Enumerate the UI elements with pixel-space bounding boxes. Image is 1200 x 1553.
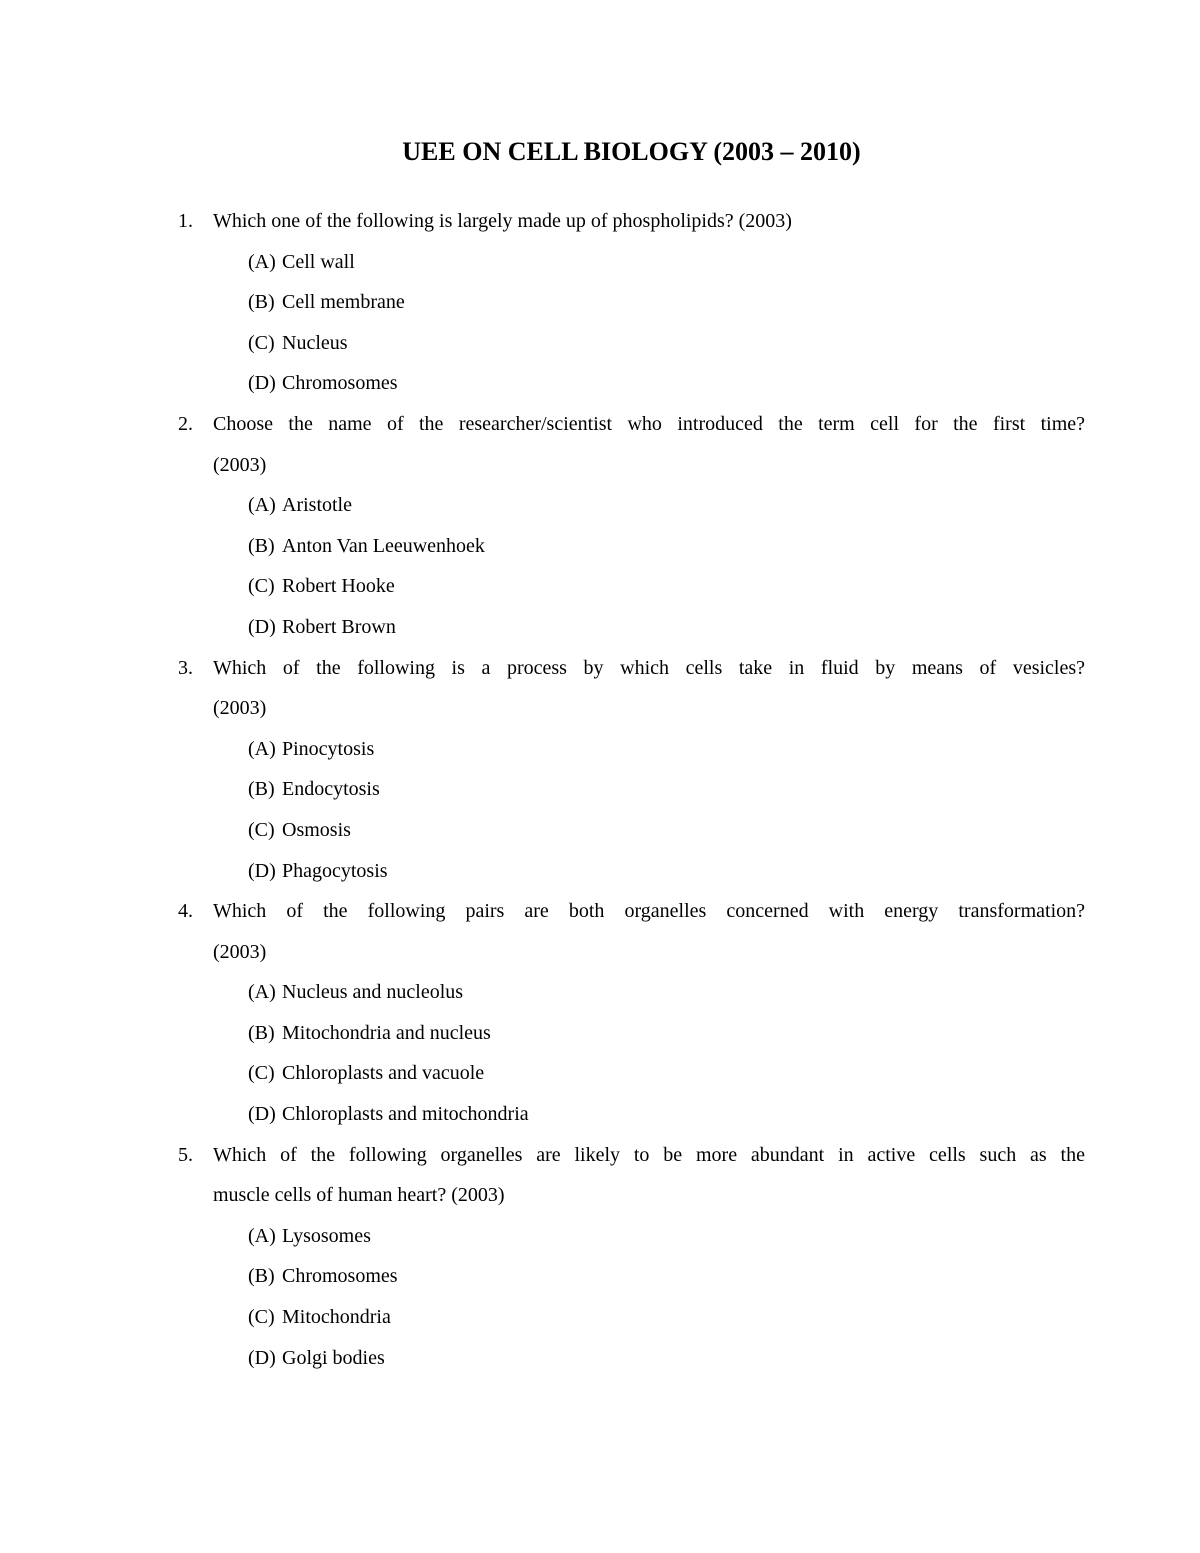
- option-text: Mitochondria and nucleus: [282, 1021, 491, 1044]
- question-text: [213, 201, 1085, 242]
- question-text-line: Choose the name of the researcher/scientist who introduced the term cell for the first time?: [213, 412, 1085, 435]
- option-text: Chromosomes: [282, 1265, 398, 1288]
- question-item: [178, 648, 1085, 892]
- question-body: [213, 891, 1085, 1135]
- option-item: [248, 242, 1085, 283]
- option-label: (C): [248, 575, 275, 598]
- option-item: [248, 1338, 1085, 1379]
- question-number: 2.: [178, 412, 193, 435]
- question-body: [213, 404, 1085, 648]
- question-item: [178, 404, 1085, 648]
- option-text: Aristotle: [282, 494, 352, 517]
- question-item: [178, 1135, 1085, 1379]
- option-label: (C): [248, 818, 275, 841]
- option-label: (D): [248, 1346, 276, 1369]
- question-number: 4.: [178, 900, 193, 923]
- question-text-line: Which one of the following is largely made up of phospholipids? (2003): [213, 210, 792, 232]
- option-label: (A): [248, 981, 276, 1004]
- option-label: (B): [248, 534, 275, 557]
- option-text: Chloroplasts and vacuole: [282, 1062, 485, 1085]
- option-label: (B): [248, 291, 275, 314]
- option-item: [248, 1256, 1085, 1297]
- option-list: [213, 729, 1085, 891]
- question-item: [178, 201, 1085, 404]
- option-text: Golgi bodies: [282, 1346, 385, 1369]
- option-label: (A): [248, 250, 276, 273]
- option-label: (A): [248, 737, 276, 760]
- question-text: [213, 404, 1085, 485]
- option-label: (B): [248, 1021, 275, 1044]
- option-text: Chromosomes: [282, 372, 398, 395]
- option-label: (D): [248, 372, 276, 395]
- option-text: Osmosis: [282, 818, 351, 841]
- question-text-line: Which of the following pairs are both organelles concerned with energy transformation?: [213, 900, 1085, 923]
- question-list: [178, 201, 1085, 1378]
- option-text: Anton Van Leeuwenhoek: [282, 534, 485, 557]
- question-body: [213, 1135, 1085, 1379]
- option-item: [248, 851, 1085, 892]
- option-label: (D): [248, 615, 276, 638]
- option-text: Lysosomes: [282, 1224, 371, 1247]
- option-label: (A): [248, 494, 276, 517]
- option-text: Chloroplasts and mitochondria: [282, 1103, 529, 1126]
- option-text: Phagocytosis: [282, 859, 388, 882]
- option-label: (D): [248, 1103, 276, 1126]
- option-text: Cell wall: [282, 250, 355, 273]
- option-item: [248, 729, 1085, 770]
- option-item: [248, 769, 1085, 810]
- option-item: [248, 526, 1085, 567]
- option-list: [213, 1216, 1085, 1378]
- option-item: [248, 1053, 1085, 1094]
- option-item: [248, 972, 1085, 1013]
- option-item: [248, 282, 1085, 323]
- question-text-line: Which of the following organelles are likely to be more abundant in active cells such as the: [213, 1143, 1085, 1166]
- question-text: [213, 1135, 1085, 1216]
- option-text: Nucleus: [282, 331, 348, 354]
- option-text: Robert Hooke: [282, 575, 395, 598]
- option-list: [213, 972, 1085, 1134]
- option-label: (A): [248, 1224, 276, 1247]
- option-label: (B): [248, 778, 275, 801]
- option-list: [213, 485, 1085, 647]
- option-item: [248, 1297, 1085, 1338]
- option-item: [248, 485, 1085, 526]
- question-text-line: (2003): [213, 940, 267, 963]
- option-text: Robert Brown: [282, 615, 396, 638]
- question-text-line: (2003): [213, 453, 267, 476]
- option-item: [248, 566, 1085, 607]
- question-item: [178, 891, 1085, 1135]
- option-label: (B): [248, 1265, 275, 1288]
- question-text: [213, 891, 1085, 972]
- question-number: 1.: [178, 210, 193, 232]
- option-label: (D): [248, 859, 276, 882]
- option-item: [248, 607, 1085, 648]
- option-item: [248, 1013, 1085, 1054]
- option-text: Nucleus and nucleolus: [282, 981, 464, 1004]
- question-text-line: (2003): [213, 697, 267, 720]
- option-text: Endocytosis: [282, 778, 380, 801]
- option-item: [248, 1094, 1085, 1135]
- question-text-line: Which of the following is a process by which cells take in fluid by means of vesicles?: [213, 656, 1085, 679]
- option-label: (C): [248, 1306, 275, 1329]
- option-item: [248, 1216, 1085, 1257]
- question-body: [213, 201, 1085, 404]
- question-text: [213, 648, 1085, 729]
- option-item: [248, 323, 1085, 364]
- option-text: Pinocytosis: [282, 737, 375, 760]
- option-text: Cell membrane: [282, 291, 405, 314]
- option-item: [248, 363, 1085, 404]
- option-item: [248, 810, 1085, 851]
- question-body: [213, 648, 1085, 892]
- question-number: 5.: [178, 1143, 193, 1166]
- option-label: (C): [248, 1062, 275, 1085]
- page-title: UEE ON CELL BIOLOGY (2003 – 2010): [402, 137, 861, 166]
- option-list: [213, 242, 1085, 404]
- question-text-line: muscle cells of human heart? (2003): [213, 1184, 505, 1207]
- option-text: Mitochondria: [282, 1306, 391, 1329]
- option-label: (C): [248, 331, 275, 354]
- question-number: 3.: [178, 656, 193, 679]
